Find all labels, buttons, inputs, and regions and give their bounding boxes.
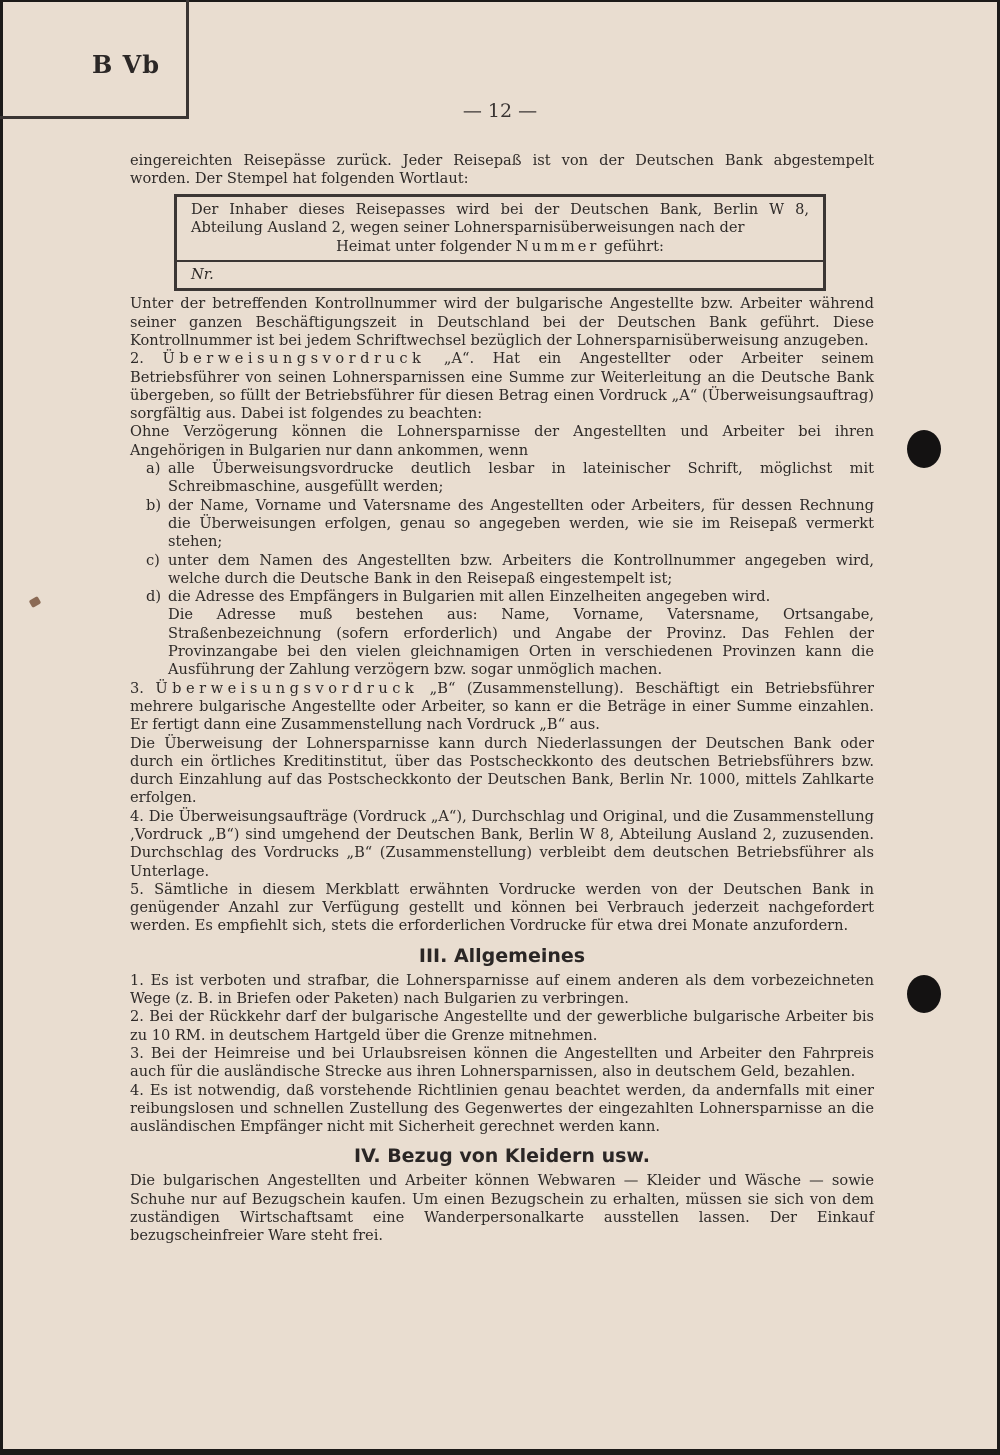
punch-hole-top — [907, 430, 941, 468]
page-number: — 12 — — [462, 100, 538, 122]
general-item: 2. Bei der Rückkehr darf der bulgarische Angestellte und der gewerbliche bulgarische Arbeiter bis zu 10 RM. in deutschem Hartgeld über die Grenze mitnehmen. — [130, 1008, 874, 1044]
section-3-number: 3. — [130, 679, 144, 697]
section-2-text: Hat ein Angestellter oder Arbeiter seinem Betriebsführer von seinen Lohnersparnissen eine Summe zur Weiterleitung an die Deutsche Bank übergeben, so füllt der Betriebsführer für diesen Betrag einen Vordruck „A“ (Überweisungsauftrag) sorgfältig aus. Dabei ist folgendes zu beachten: — [130, 350, 875, 423]
section-2-title-tail: „A“. — [443, 350, 475, 368]
list-letter: c) — [146, 551, 160, 569]
stamp-text-main: Der Inhaber dieses Reisepasses wird bei der Deutschen Bank, Berlin W 8, Abteilung Ausland 2, wegen seiner Lohnersparnisüberweisungen nach der — [191, 200, 809, 237]
list-text: alle Überweisungsvordrucke deutlich lesbar in lateinischer Schrift, möglichst mit Schreibmaschine, ausgefüllt werden; — [168, 460, 874, 496]
list-letter: d) — [146, 588, 162, 606]
clothing-paragraph: Die bulgarischen Angestellten und Arbeiter können Webwaren — Kleider und Wäsche — sowie Schuhe nur auf Bezugschein kaufen. Um einen Bezugschein zu erhalten, müssen sie sich von dem zuständigen Wirtschaftsamt eine Wanderpersonalkarte ausstellen lassen. Der Einkauf bezugscheinfreier Ware steht frei. — [130, 1172, 874, 1245]
stamp-text-pre: Heimat unter folgender — [336, 237, 512, 255]
section-5-paragraph: 5. Sämtliche in diesem Merkblatt erwähnten Vordrucke werden von der Deutschen Bank in genügender Anzahl zur Verfügung gestellt und können bei Verbrauch jederzeit nachgefordert werden. Es empfiehlt sich, stets die erforderlichen Vordrucke für etwa drei Monate anzufordern. — [130, 880, 874, 935]
list-text: die Adresse des Empfängers in Bulgarien mit allen Einzelheiten angegeben wird. — [168, 588, 771, 606]
list-text: unter dem Namen des Angestellten bzw. Arbeiters die Kontrollnummer angegeben wird, welche durch die Deutsche Bank in den Reisepaß eingestempelt ist; — [168, 551, 874, 587]
list-item — [130, 497, 874, 552]
punch-hole-bottom — [907, 975, 941, 1013]
general-item: 1. Es ist verboten und strafbar, die Lohnersparnisse auf einem anderen als dem vorbezeichneten Wege (z. B. in Briefen oder Paketen) nach Bulgarien zu verbringen. — [130, 971, 874, 1008]
stamp-text-spaced: Nummer — [515, 237, 600, 255]
address-note: Die Adresse muß bestehen aus: Name, Vorname, Vatersname, Ortsangabe, Straßenbezeichnung (sofern erforderlich) und Angabe der Provinz. Das Fehlen der Provinzangabe bei den vielen gleichnamigen Orten in verschiedenen Provinzen kann die Ausführung der Zahlung verzögern bzw. sogar unmöglich machen. — [168, 606, 874, 679]
section-2-title: Überweisungsvordruck — [162, 350, 426, 368]
general-item: 3. Bei der Heimreise und bei Urlaubsreisen können die Angestellten und Arbeiter den Fahrpreis auch für die ausländische Strecke aus ihren Lohnersparnissen, also in deutschem Geld, bezahlen. — [130, 1044, 874, 1081]
section-3-text: (Zusammenstellung). Beschäftigt ein Betriebsführer mehrere bulgarische Angestellte oder Arbeiter, so kann er die Beträge in einer Summe einzahlen. Er fertigt dann eine Zusammenstellung nach Vordruck „B“ aus. — [130, 679, 875, 734]
list-letter: b) — [146, 496, 162, 514]
stamp-text-post: geführt: — [604, 237, 664, 255]
section-3-paragraph — [130, 680, 874, 735]
intro-paragraph: eingereichten Reisepässe zurück. Jeder Reisepaß ist von der Deutschen Bank abgestempelt worden. Der Stempel hat folgenden Wortlaut: — [130, 152, 874, 188]
section-4-paragraph: 4. Die Überweisungsaufträge (Vordruck „A“), Durchschlag und Original, und die Zusammenstellung ‚Vordruck „B“) sind umgehend der Deutschen Bank, Berlin W 8, Abteilung Ausland 2, zuzusenden. Durchschlag des Vordrucks „B“ (Zusammenstellung) verbleibt dem deutschen Betriebsführer als Unterlage. — [130, 807, 874, 880]
stamp-text-last-line — [191, 238, 809, 257]
list-item — [130, 460, 874, 497]
list-item — [130, 588, 874, 606]
delay-paragraph: Ohne Verzögerung können die Lohnersparnisse der Angestellten und Arbeiter bei ihren Angehörigen in Bulgarien nur dann ankommen, wenn — [130, 423, 874, 459]
stamp-text — [177, 197, 823, 261]
section-3-title-tail: „B“ — [429, 679, 456, 697]
general-item: 4. Es ist notwendig, daß vorstehende Richtlinien genau beachtet werden, da andernfalls mit einer reibungslosen und schnellen Zustellung des Gegenwertes der eingezahlten Lohnersparnisse an die ausländischen Empfänger nicht mit Sicherheit gerechnet werden kann. — [130, 1081, 874, 1136]
list-letter: a) — [146, 460, 161, 478]
control-number-paragraph: Unter der betreffenden Kontrollnummer wird der bulgarische Angestellte bzw. Arbeiter während seiner ganzen Beschäftigungszeit in Deutschland bei der Deutschen Bank geführt. Diese Kontrollnummer ist bei jedem Schriftwechsel bezüglich der Lohnersparnisüberweisung anzugeben. — [130, 295, 874, 349]
document-code: B Vb — [92, 50, 161, 79]
section-3-title: Überweisungsvordruck — [155, 679, 419, 697]
stamp-box — [174, 194, 826, 292]
document-body — [130, 152, 874, 1246]
section-2-number: 2. — [130, 350, 144, 368]
heading-clothing: IV. Bezug von Kleidern usw. — [354, 1145, 650, 1168]
list-text: der Name, Vorname und Vatersname des Angestellten oder Arbeiters, für dessen Rechnung die Überweisungen erfolgen, genau so angegeben werden, wie sie im Reisepaß vermerkt stehen; — [168, 496, 874, 551]
stamp-number-field: Nr. — [177, 260, 823, 288]
transfer-paragraph: Die Überweisung der Lohnersparnisse kann durch Niederlassungen der Deutschen Bank oder durch ein örtliches Kreditinstitut, über das Postscheckkonto des deutschen Betriebsführers bzw. durch Einzahlung auf das Postscheckkonto der Deutschen Bank, Berlin Nr. 1000, mittels Zahlkarte erfolgen. — [130, 734, 874, 807]
list-item — [130, 552, 874, 589]
heading-general: III. Allgemeines — [418, 944, 586, 967]
section-2-paragraph — [130, 350, 874, 423]
